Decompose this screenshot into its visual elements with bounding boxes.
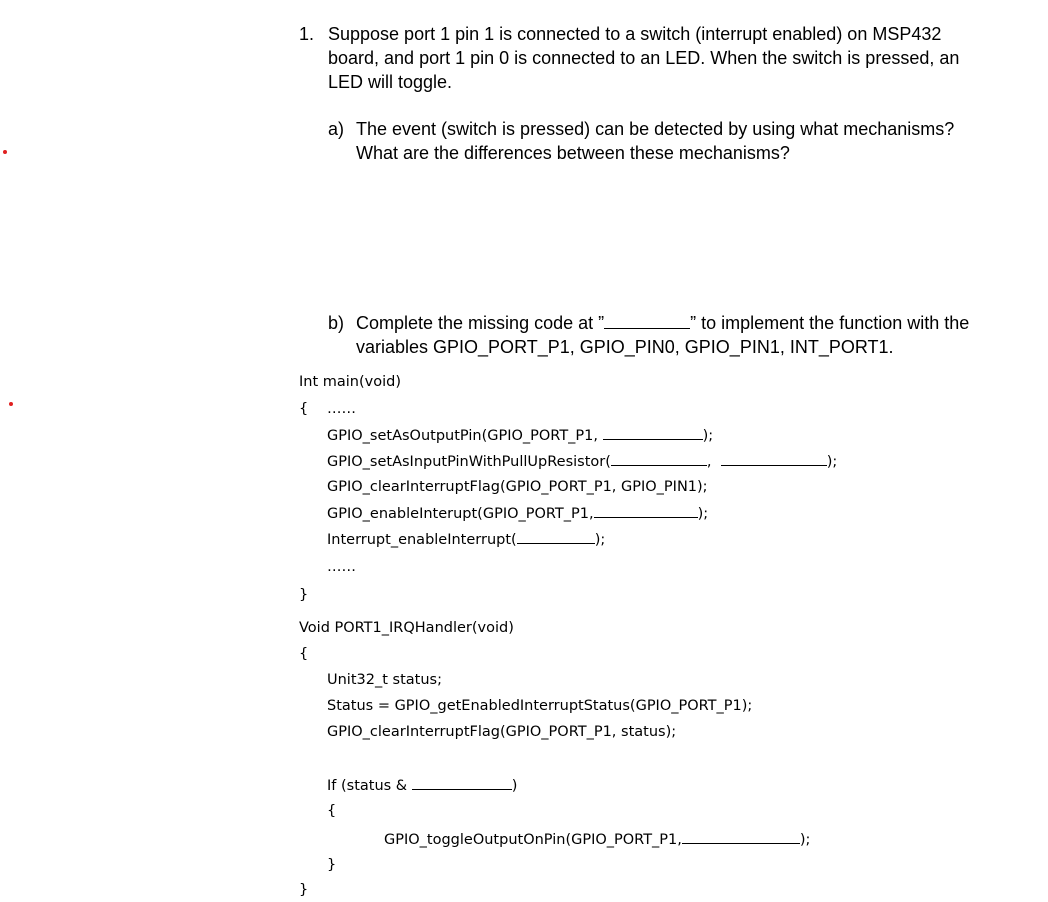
answer-blank[interactable] — [412, 775, 512, 790]
handler-close-brace: } — [299, 882, 309, 898]
part-b-text-before: Complete the missing code at ” — [356, 313, 605, 333]
code-text: ); — [697, 506, 709, 522]
code-text: GPIO_toggleOutputOnPin(GPIO_PORT_P1, — [384, 832, 682, 848]
question-line: LED will toggle. — [328, 72, 453, 92]
code-ellipsis: …… — [327, 401, 356, 417]
answer-blank[interactable] — [682, 829, 800, 844]
if-open-brace: { — [327, 803, 337, 819]
code-text: ) — [511, 778, 518, 794]
code-line-set-output — [327, 425, 713, 446]
margin-marker-dot — [3, 150, 7, 154]
code-text: GPIO_setAsInputPinWithPullUpResistor( — [327, 454, 611, 470]
code-line-toggle — [384, 829, 810, 850]
code-line-enable-interrupt — [327, 503, 708, 524]
part-a-text — [356, 117, 954, 165]
question-number: 1. — [299, 24, 315, 44]
code-line-get-status: Status = GPIO_getEnabledInterruptStatus(GPIO_PORT_P1); — [327, 698, 753, 714]
part-a-line: What are the differences between these mechanisms? — [356, 143, 790, 163]
main-signature: Int main(void) — [299, 374, 401, 390]
code-line-clear-status: GPIO_clearInterruptFlag(GPIO_PORT_P1, status); — [327, 724, 677, 740]
part-b-line — [356, 311, 969, 335]
main-open-brace: { — [299, 401, 309, 417]
code-text: ); — [826, 454, 838, 470]
code-ellipsis: …… — [327, 559, 356, 575]
part-b-line: variables GPIO_PORT_P1, GPIO_PIN0, GPIO_PIN1, INT_PORT1. — [356, 337, 894, 357]
margin-marker-dot — [9, 402, 13, 406]
code-line-interrupt-enable — [327, 529, 605, 550]
code-text: GPIO_enableInterupt(GPIO_PORT_P1, — [327, 506, 594, 522]
part-b-text — [356, 311, 969, 359]
main-close-brace: } — [299, 587, 309, 603]
answer-blank[interactable] — [611, 451, 707, 466]
question-line: board, and port 1 pin 0 is connected to an LED. When the switch is pressed, an — [328, 48, 960, 68]
answer-blank[interactable] — [603, 425, 703, 440]
part-a-line: The event (switch is pressed) can be detected by using what mechanisms? — [356, 119, 955, 139]
code-line-status-decl: Unit32_t status; — [327, 672, 442, 688]
question-text — [328, 22, 959, 94]
code-text: ); — [799, 832, 811, 848]
code-text: GPIO_setAsOutputPin(GPIO_PORT_P1, — [327, 428, 599, 444]
part-a-label: a) — [328, 119, 345, 139]
answer-blank[interactable] — [517, 529, 595, 544]
part-b-text-after: ” to implement the function with the — [690, 313, 970, 333]
code-text: , — [706, 454, 712, 470]
code-line-set-input — [327, 451, 837, 472]
part-b-label: b) — [328, 313, 345, 333]
if-close-brace: } — [327, 857, 337, 873]
code-line-if — [327, 775, 517, 796]
code-text: Interrupt_enableInterrupt( — [327, 532, 517, 548]
code-line-clear-flag: GPIO_clearInterruptFlag(GPIO_PORT_P1, GPIO_PIN1); — [327, 479, 708, 495]
handler-signature: Void PORT1_IRQHandler(void) — [299, 620, 514, 636]
answer-blank[interactable] — [604, 314, 690, 329]
code-text: If (status & — [327, 778, 408, 794]
code-text: ); — [594, 532, 606, 548]
handler-open-brace: { — [299, 646, 309, 662]
code-text: ); — [702, 428, 714, 444]
answer-blank[interactable] — [721, 451, 827, 466]
question-line: Suppose port 1 pin 1 is connected to a switch (interrupt enabled) on MSP432 — [328, 24, 942, 44]
answer-blank[interactable] — [594, 503, 698, 518]
